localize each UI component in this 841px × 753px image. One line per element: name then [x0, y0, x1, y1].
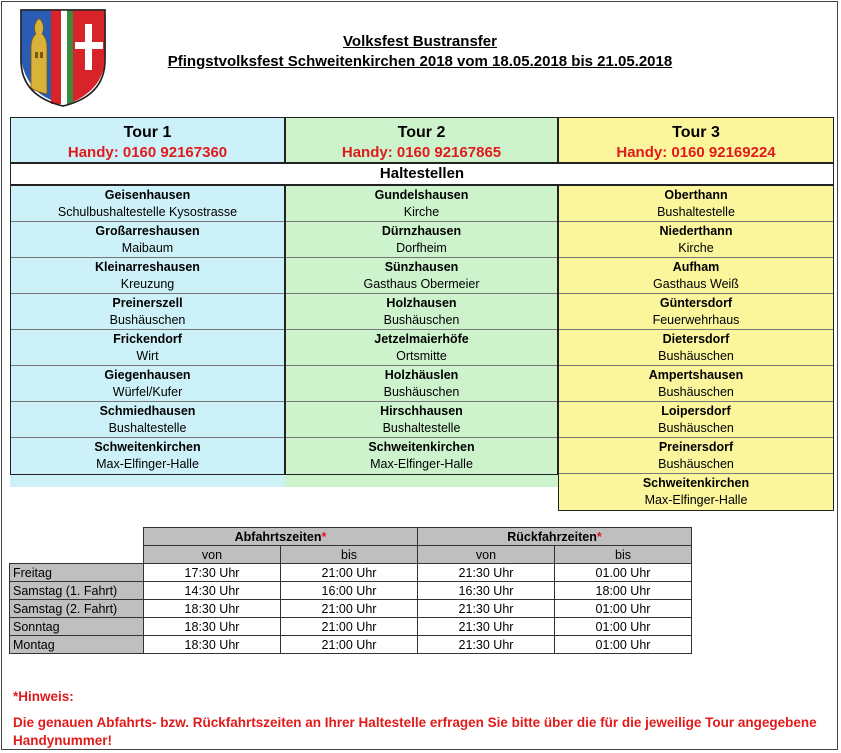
stop-item: [559, 257, 833, 293]
schedule-table: [9, 527, 692, 654]
page-title: Volksfest Bustransfer: [343, 33, 497, 50]
tour-1-name: Tour 1: [123, 124, 172, 141]
column-to: bis: [281, 546, 418, 564]
document-heading: [120, 32, 720, 72]
departure-from: 14:30 Uhr: [144, 582, 281, 600]
stop-item: [11, 185, 284, 221]
return-from: 21:30 Uhr: [418, 600, 555, 618]
stop-place: Dietersdorf: [662, 332, 730, 346]
stop-item: [11, 329, 284, 365]
stop-item: [559, 329, 833, 365]
departure-to: 21:00 Uhr: [281, 618, 418, 636]
tour-1-phone: Handy: 0160 92167360: [67, 144, 228, 161]
stop-location: Bushäuschen: [658, 349, 734, 363]
stop-place: Gundelshausen: [374, 188, 469, 202]
stop-location: Kirche: [678, 241, 714, 255]
stop-item: [559, 437, 833, 473]
departure-to: 21:00 Uhr: [281, 564, 418, 582]
stop-location: Bushäuschen: [658, 421, 734, 435]
return-to: 01:00 Uhr: [555, 636, 692, 654]
stop-place: Niederthann: [659, 224, 733, 238]
return-from: 16:30 Uhr: [418, 582, 555, 600]
stop-item: [286, 329, 557, 365]
stop-location: Max-Elfinger-Halle: [644, 493, 748, 507]
day-label: Freitag: [10, 564, 144, 582]
stop-item: [559, 185, 833, 221]
stop-location: Gasthaus Weiß: [653, 277, 739, 291]
day-label: Sonntag: [10, 618, 144, 636]
stop-place: Großarreshausen: [95, 224, 200, 238]
tour-2-name: Tour 2: [397, 124, 446, 141]
return-from: 21:30 Uhr: [418, 636, 555, 654]
stop-place: Geisenhausen: [104, 188, 191, 202]
stop-location: Bushäuschen: [383, 313, 460, 327]
page-subtitle: Pfingstvolksfest Schweitenkirchen 2018 vom 18.05.2018 bis 21.05.2018: [167, 53, 673, 70]
stop-location: Kirche: [403, 205, 440, 219]
stop-place: Ampertshausen: [648, 368, 744, 382]
stop-place: Frickendorf: [113, 332, 182, 346]
return-times-header: Rückfahrzeiten*: [418, 528, 692, 546]
stop-location: Maibaum: [121, 241, 174, 255]
stop-item: [559, 473, 833, 509]
stop-item: [11, 257, 284, 293]
stop-item: [286, 293, 557, 329]
stop-item: [286, 365, 557, 401]
tour-1-stop-list: [10, 185, 285, 475]
tour-3-name: Tour 3: [672, 124, 720, 141]
column-from: von: [144, 546, 281, 564]
stop-place: Holzhausen: [386, 296, 457, 310]
stop-item: [559, 221, 833, 257]
departure-to: 16:00 Uhr: [281, 582, 418, 600]
stop-item: [11, 293, 284, 329]
table-row: [10, 564, 692, 582]
column-to: bis: [555, 546, 692, 564]
table-row: [10, 618, 692, 636]
stop-item: [11, 365, 284, 401]
departure-to: 21:00 Uhr: [281, 636, 418, 654]
departure-from: 18:30 Uhr: [144, 600, 281, 618]
stop-location: Max-Elfinger-Halle: [370, 457, 473, 471]
stop-place: Jetzelmaierhöfe: [374, 332, 469, 346]
tour-3-phone: Handy: 0160 92169224: [616, 144, 776, 161]
return-to: 18:00 Uhr: [555, 582, 692, 600]
stop-item: [286, 437, 557, 473]
departure-from: 18:30 Uhr: [144, 618, 281, 636]
stop-location: Dorfheim: [396, 241, 447, 255]
stop-place: Loipersdorf: [661, 404, 731, 418]
tour-2-phone: Handy: 0160 92167865: [341, 144, 502, 161]
departure-from: 17:30 Uhr: [144, 564, 281, 582]
table-row: [10, 582, 692, 600]
stop-place: Schmiedhausen: [99, 404, 196, 418]
stop-location: Schulbushaltestelle Kysostrasse: [57, 205, 238, 219]
coat-of-arms-icon: [17, 8, 109, 108]
day-label: Samstag (1. Fahrt): [10, 582, 144, 600]
return-to: 01:00 Uhr: [555, 618, 692, 636]
stop-location: Bushaltestelle: [657, 205, 735, 219]
stops-section-title: Haltestellen: [10, 163, 834, 185]
return-from: 21:30 Uhr: [418, 618, 555, 636]
schedule-group-header-row: [10, 528, 692, 546]
stop-item: [11, 221, 284, 257]
stop-item: [286, 221, 557, 257]
stop-place: Güntersdorf: [659, 296, 733, 310]
table-row: [10, 636, 692, 654]
stop-location: Wirt: [136, 349, 159, 363]
tour-3-header: [558, 117, 834, 163]
schedule-subheader-row: [10, 546, 692, 564]
stop-place: Giegenhausen: [104, 368, 191, 382]
stop-place: Schweitenkirchen: [642, 476, 750, 490]
stop-place: Preinerszell: [112, 296, 183, 310]
stop-item: [11, 437, 284, 473]
stop-location: Bushäuschen: [658, 457, 734, 471]
departure-times-header: Abfahrtszeiten*: [144, 528, 418, 546]
tour-2-stop-list: [285, 185, 558, 475]
stop-place: Schweitenkirchen: [94, 440, 201, 454]
stop-place: Dürnzhausen: [381, 224, 462, 238]
notice-text: Die genauen Abfahrts- bzw. Rückfahrtszeiten an Ihrer Haltestelle erfragen Sie bitte über die für die jeweilige Tour angegebene Handynummer!: [13, 715, 817, 748]
stop-location: Bushaltestelle: [382, 421, 461, 435]
stop-place: Schweitenkirchen: [368, 440, 475, 454]
stop-item: [11, 401, 284, 437]
tour-3-stop-list: [558, 185, 834, 511]
return-to: 01:00 Uhr: [555, 600, 692, 618]
departure-from: 18:30 Uhr: [144, 636, 281, 654]
stop-item: [286, 401, 557, 437]
stop-location: Würfel/Kufer: [112, 385, 183, 399]
stop-location: Bushäuschen: [658, 385, 734, 399]
tour-stops-table: [10, 117, 834, 511]
stop-location: Max-Elfinger-Halle: [96, 457, 199, 471]
return-to: 01.00 Uhr: [555, 564, 692, 582]
stop-location: Gasthaus Obermeier: [363, 277, 480, 291]
return-from: 21:30 Uhr: [418, 564, 555, 582]
stop-item: [559, 401, 833, 437]
table-row: [10, 600, 692, 618]
stop-location: Bushaltestelle: [108, 421, 187, 435]
stop-location: Ortsmitte: [396, 349, 447, 363]
stop-location: Kreuzung: [120, 277, 175, 291]
stop-item: [286, 185, 557, 221]
stop-place: Kleinarreshausen: [95, 260, 200, 274]
notice: [13, 688, 833, 750]
column-from: von: [418, 546, 555, 564]
stop-place: Aufham: [672, 260, 720, 274]
tour-1-header: [10, 117, 285, 163]
stop-place: Hirschhausen: [380, 404, 463, 418]
departure-to: 21:00 Uhr: [281, 600, 418, 618]
tour-2-header: [285, 117, 558, 163]
stop-place: Sünzhausen: [384, 260, 459, 274]
stop-item: [559, 365, 833, 401]
day-label: Samstag (2. Fahrt): [10, 600, 144, 618]
stop-location: Bushäuschen: [109, 313, 186, 327]
notice-title: *Hinweis:: [13, 689, 74, 704]
stop-place: Holzhäuslen: [384, 368, 459, 382]
day-label: Montag: [10, 636, 144, 654]
stop-item: [559, 293, 833, 329]
stop-place: Preinersdorf: [658, 440, 734, 454]
stop-location: Bushäuschen: [383, 385, 460, 399]
stop-place: Oberthann: [664, 188, 728, 202]
stop-item: [286, 257, 557, 293]
stop-location: Feuerwehrhaus: [652, 313, 740, 327]
